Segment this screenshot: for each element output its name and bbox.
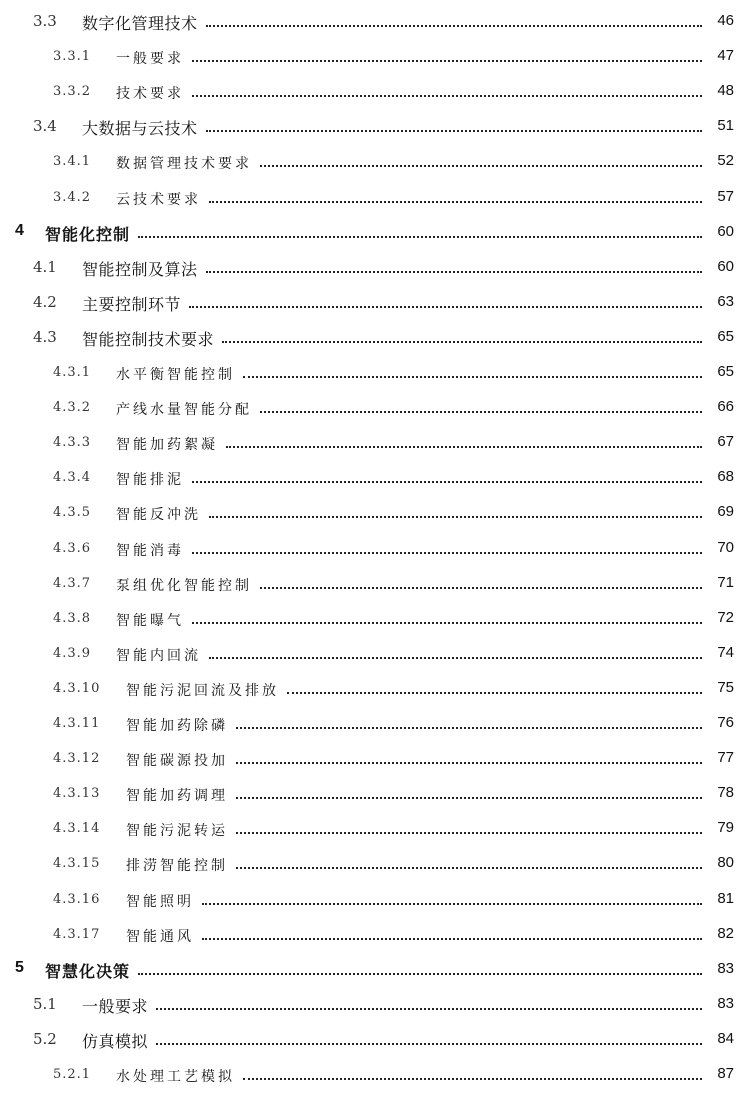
toc-leader-dots bbox=[202, 938, 702, 940]
toc-entry-number: 4.3.17 bbox=[53, 926, 101, 942]
toc-entry-title: 智能通风 bbox=[126, 928, 194, 945]
toc-entry-number: 4.3.4 bbox=[53, 470, 92, 486]
toc-entry-number: 4.3.10 bbox=[53, 680, 101, 696]
toc-entry[interactable] bbox=[0, 465, 750, 491]
toc-entry-page: 83 bbox=[717, 959, 734, 977]
toc-entry-number: 4.3.1 bbox=[53, 365, 92, 380]
toc-entry-page: 81 bbox=[717, 889, 734, 907]
toc-entry-page: 60 bbox=[717, 257, 734, 275]
toc-entry-number: 4.3.12 bbox=[53, 751, 101, 767]
toc-entry[interactable] bbox=[0, 79, 750, 105]
toc-entry-page: 52 bbox=[717, 152, 734, 170]
toc-entry-number: 5.2 bbox=[33, 1029, 57, 1048]
toc-entry-page: 78 bbox=[717, 784, 734, 802]
toc-entry-number: 3.3.1 bbox=[53, 49, 92, 65]
toc-entry-number: 3.3.2 bbox=[53, 84, 92, 100]
toc-entry-title: 泵组优化智能控制 bbox=[116, 577, 252, 594]
toc-entry-title: 智能内回流 bbox=[116, 647, 201, 664]
toc-entry-page: 83 bbox=[717, 994, 734, 1012]
toc-entry[interactable] bbox=[0, 9, 750, 35]
toc-entry-title: 智能照明 bbox=[126, 893, 194, 910]
toc-leader-dots bbox=[209, 657, 702, 659]
toc-entry-page: 72 bbox=[717, 608, 734, 626]
toc-leader-dots bbox=[226, 446, 702, 448]
toc-leader-dots bbox=[209, 516, 702, 518]
toc-entry[interactable] bbox=[0, 746, 750, 772]
toc-leader-dots bbox=[236, 867, 702, 869]
toc-leader-dots bbox=[192, 622, 702, 624]
toc-entry-page: 76 bbox=[717, 714, 734, 731]
toc-entry-number: 4.3.8 bbox=[53, 610, 92, 626]
toc-entry[interactable] bbox=[0, 1027, 750, 1053]
toc-entry-title: 数字化管理技术 bbox=[82, 14, 198, 33]
toc-entry[interactable] bbox=[0, 149, 750, 175]
toc-entry-page: 68 bbox=[717, 468, 734, 486]
toc-entry-page: 67 bbox=[717, 433, 734, 451]
toc-leader-dots bbox=[156, 1008, 702, 1010]
toc-entry[interactable] bbox=[0, 641, 750, 667]
toc-entry-number: 4.3.11 bbox=[53, 716, 101, 731]
toc-entry-title: 智能化控制 bbox=[45, 224, 131, 244]
toc-entry[interactable] bbox=[0, 114, 750, 140]
toc-entry-title: 数据管理技术要求 bbox=[116, 156, 252, 173]
toc-leader-dots bbox=[138, 973, 702, 975]
toc-leader-dots bbox=[192, 481, 702, 483]
toc-leader-dots bbox=[260, 587, 702, 589]
toc-entry-title: 一般要求 bbox=[82, 996, 149, 1016]
toc-entry-number: 4.3.16 bbox=[53, 891, 101, 907]
toc-entry[interactable] bbox=[0, 44, 750, 70]
toc-entry-page: 75 bbox=[717, 678, 734, 696]
toc-entry-page: 65 bbox=[717, 363, 734, 380]
toc-entry-number: 3.3 bbox=[33, 12, 57, 30]
toc-entry-number: 4.3 bbox=[33, 327, 57, 346]
toc-leader-dots bbox=[243, 376, 702, 378]
toc-entry-number: 4.3.9 bbox=[53, 645, 92, 661]
toc-entry-page: 48 bbox=[717, 82, 734, 100]
toc-entry-number: 4.3.6 bbox=[53, 540, 92, 556]
toc-entry-title: 一般要求 bbox=[116, 51, 184, 68]
toc-entry-page: 66 bbox=[717, 398, 734, 416]
toc-entry[interactable] bbox=[0, 676, 750, 702]
toc-entry-title: 仿真模拟 bbox=[82, 1031, 149, 1051]
toc-entry-title: 智能加药调理 bbox=[126, 788, 228, 805]
toc-entry-title: 智能反冲洗 bbox=[116, 507, 201, 524]
toc-entry-page: 82 bbox=[717, 924, 734, 942]
toc-entry-number: 4.3.3 bbox=[53, 435, 92, 451]
toc-entry-number: 5.2.1 bbox=[53, 1067, 92, 1082]
toc-entry[interactable] bbox=[0, 325, 750, 351]
toc-entry-number: 3.4.1 bbox=[53, 154, 92, 170]
toc-entry[interactable] bbox=[0, 255, 750, 281]
toc-entry-title: 智能控制技术要求 bbox=[82, 329, 215, 349]
toc-entry-number: 5.1 bbox=[33, 994, 57, 1013]
toc-entry-title: 排涝智能控制 bbox=[126, 858, 228, 875]
toc-entry-title: 智能排泥 bbox=[116, 472, 184, 489]
toc-leader-dots bbox=[202, 903, 702, 905]
toc-entry[interactable] bbox=[0, 430, 750, 456]
toc-entry-number: 4.3.2 bbox=[53, 400, 92, 416]
toc-entry-title: 产线水量智能分配 bbox=[116, 402, 252, 419]
toc-entry[interactable] bbox=[0, 922, 750, 948]
toc-entry-page: 51 bbox=[717, 117, 734, 135]
toc-leader-dots bbox=[236, 832, 702, 834]
toc-entry-number: 5 bbox=[15, 958, 24, 976]
toc-leader-dots bbox=[206, 130, 702, 132]
toc-entry-page: 47 bbox=[717, 47, 734, 65]
toc-entry-title: 技术要求 bbox=[116, 86, 184, 103]
toc-entry-page: 70 bbox=[717, 538, 734, 556]
toc-entry[interactable] bbox=[0, 992, 750, 1018]
toc-entry[interactable] bbox=[0, 816, 750, 842]
toc-leader-dots bbox=[236, 797, 702, 799]
toc-entry-title: 主要控制环节 bbox=[82, 294, 182, 314]
toc-leader-dots bbox=[138, 236, 702, 238]
toc-entry-title: 智能控制及算法 bbox=[82, 259, 198, 279]
toc-entry-title: 智能污泥转运 bbox=[126, 823, 228, 840]
toc-leader-dots bbox=[192, 552, 702, 554]
toc-leader-dots bbox=[260, 411, 702, 413]
toc-entry-page: 87 bbox=[717, 1065, 734, 1082]
toc-entry[interactable] bbox=[0, 711, 750, 737]
toc-leader-dots bbox=[192, 60, 702, 62]
toc-entry[interactable] bbox=[0, 957, 750, 983]
toc-entry-title: 云技术要求 bbox=[116, 191, 201, 208]
toc-entry-title: 大数据与云技术 bbox=[82, 119, 198, 139]
toc-entry[interactable] bbox=[0, 220, 750, 246]
toc-entry-number: 3.4.2 bbox=[53, 189, 92, 205]
toc-entry-number: 4.2 bbox=[33, 292, 57, 311]
toc-entry-title: 水处理工艺模拟 bbox=[116, 1069, 235, 1085]
toc-entry-page: 69 bbox=[717, 503, 734, 521]
toc-leader-dots bbox=[236, 727, 702, 729]
toc-entry-page: 46 bbox=[717, 12, 734, 29]
toc-entry-title: 智能消毒 bbox=[116, 542, 184, 559]
toc-entry[interactable] bbox=[0, 606, 750, 632]
toc-leader-dots bbox=[243, 1078, 702, 1080]
toc-leader-dots bbox=[209, 201, 702, 203]
toc-entry-number: 3.4 bbox=[33, 117, 57, 136]
toc-entry-page: 84 bbox=[717, 1029, 734, 1047]
toc-entry-title: 智能污泥回流及排放 bbox=[126, 682, 279, 699]
toc-leader-dots bbox=[260, 165, 702, 167]
toc-entry[interactable] bbox=[0, 360, 750, 386]
toc-leader-dots bbox=[156, 1043, 702, 1045]
toc-entry-page: 79 bbox=[717, 819, 734, 837]
toc-entry[interactable] bbox=[0, 571, 750, 597]
toc-entry-title: 智能碳源投加 bbox=[126, 753, 228, 770]
toc-entry-title: 智能加药除磷 bbox=[126, 718, 228, 734]
toc-entry-number: 4.3.7 bbox=[53, 575, 92, 591]
toc-entry-title: 智慧化决策 bbox=[45, 961, 131, 981]
toc-leader-dots bbox=[222, 341, 702, 343]
toc-entry-number: 4.3.13 bbox=[53, 786, 101, 802]
toc-entry-page: 57 bbox=[717, 187, 734, 205]
toc-entry[interactable] bbox=[0, 1062, 750, 1088]
toc-entry[interactable] bbox=[0, 395, 750, 421]
toc-entry-title: 智能曝气 bbox=[116, 612, 184, 629]
toc-entry-number: 4.3.14 bbox=[53, 821, 101, 837]
toc-entry[interactable] bbox=[0, 290, 750, 316]
toc-leader-dots bbox=[236, 762, 702, 764]
toc-entry-title: 水平衡智能控制 bbox=[116, 367, 235, 383]
toc-entry-number: 4.1 bbox=[33, 257, 57, 276]
toc-entry-page: 60 bbox=[717, 222, 734, 240]
toc-entry[interactable] bbox=[0, 536, 750, 562]
toc-entry[interactable] bbox=[0, 500, 750, 526]
toc-entry-number: 4.3.5 bbox=[53, 505, 92, 521]
toc-entry[interactable] bbox=[0, 887, 750, 913]
toc-entry-page: 71 bbox=[717, 573, 734, 591]
toc-entry-page: 74 bbox=[717, 643, 734, 661]
toc-entry-page: 63 bbox=[717, 292, 734, 310]
toc-entry-number: 4.3.15 bbox=[53, 856, 101, 872]
toc-entry[interactable] bbox=[0, 851, 750, 877]
toc-leader-dots bbox=[206, 25, 702, 27]
toc-leader-dots bbox=[287, 692, 702, 694]
toc-entry[interactable] bbox=[0, 185, 750, 211]
toc-leader-dots bbox=[206, 271, 702, 273]
toc-leader-dots bbox=[189, 306, 702, 308]
toc-entry-number: 4 bbox=[15, 221, 24, 239]
toc-entry[interactable] bbox=[0, 781, 750, 807]
toc-entry-page: 65 bbox=[717, 327, 734, 345]
toc-entry-page: 77 bbox=[717, 749, 734, 767]
toc-entry-page: 80 bbox=[717, 854, 734, 872]
toc-entry-title: 智能加药絮凝 bbox=[116, 437, 218, 454]
toc-leader-dots bbox=[192, 95, 702, 97]
